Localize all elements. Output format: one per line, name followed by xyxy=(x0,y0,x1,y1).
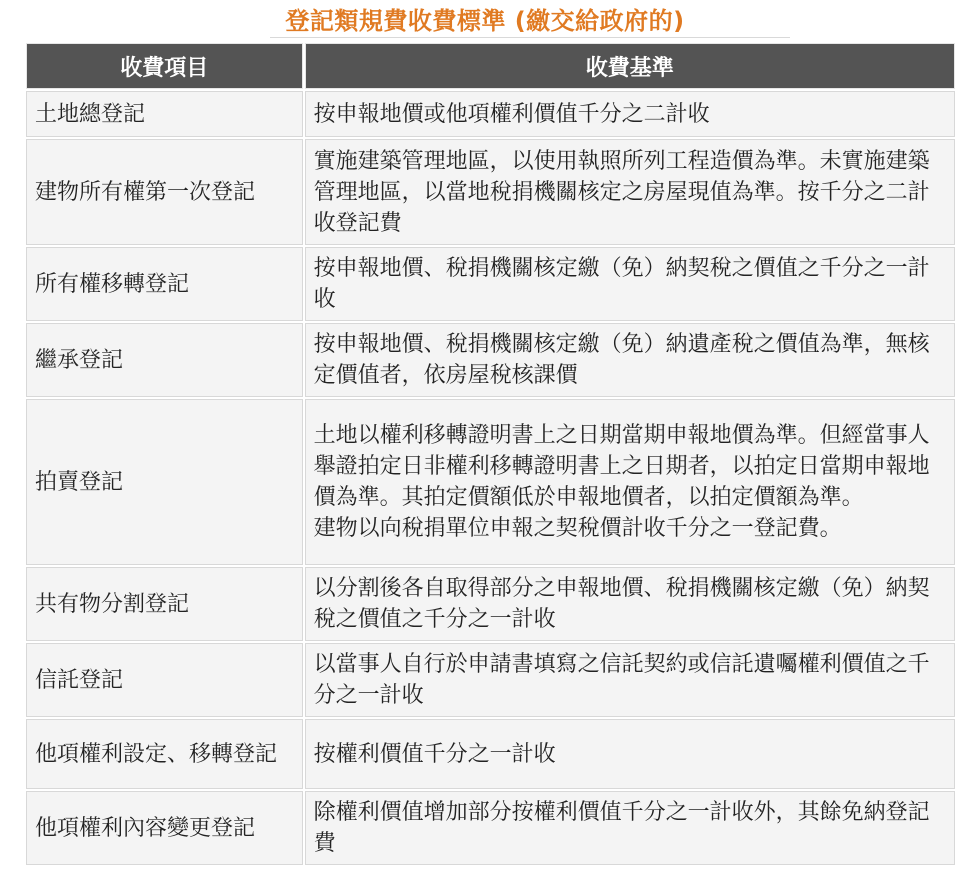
fee-table xyxy=(24,41,957,867)
fee-basis xyxy=(305,643,955,717)
table-row xyxy=(26,247,955,321)
fee-basis xyxy=(305,247,955,321)
fee-item: 拍賣登記 xyxy=(26,399,303,565)
fee-basis-text: 除權利價值增加部分按權利價值千分之一計收外，其餘免納登記費 xyxy=(313,800,930,856)
fee-basis-text: 按申報地價或他項權利價值千分之二計收 xyxy=(313,101,710,127)
page-title: 登記類規費收費標準 (繳交給政府的) xyxy=(285,7,685,35)
fee-basis-text: 以分割後各自取得部分之申報地價、稅捐機關核定繳（免）納契稅之價值之千分之一計收 xyxy=(313,576,930,632)
fee-basis-text: 按權利價值千分之一計收 xyxy=(313,741,556,767)
table-row xyxy=(26,139,955,245)
table-row xyxy=(26,323,955,397)
fee-item: 建物所有權第一次登記 xyxy=(26,139,303,245)
table-row xyxy=(26,567,955,641)
fee-basis-text: 建物以向稅捐單位申報之契稅價計收千分之一登記費。 xyxy=(313,516,842,541)
fee-basis-text: 以當事人自行於申請書填寫之信託契約或信託遺囑權利價值之千分之一計收 xyxy=(313,652,930,708)
title-underline xyxy=(270,37,790,38)
table-row xyxy=(26,399,955,565)
fee-item: 土地總登記 xyxy=(26,91,303,137)
fee-basis-text: 土地以權利移轉證明書上之日期當期申報地價為準。但經當事人舉證拍定日非權利移轉證明書上之日期者，以拍定日當期申報地價為準。其拍定價額低於申報地價者，以拍定價額為準。 xyxy=(313,423,930,510)
fee-item: 共有物分割登記 xyxy=(26,567,303,641)
fee-basis xyxy=(305,719,955,789)
fee-item: 他項權利設定、移轉登記 xyxy=(26,719,303,789)
fee-item: 信託登記 xyxy=(26,643,303,717)
fee-basis-text: 實施建築管理地區，以使用執照所列工程造價為準。未實施建築管理地區，以當地稅捐機關核定之房屋現值為準。按千分之二計收登記費 xyxy=(313,148,930,236)
table-row xyxy=(26,791,955,865)
fee-basis xyxy=(305,139,955,245)
table-row xyxy=(26,643,955,717)
fee-basis xyxy=(305,91,955,137)
table-row xyxy=(26,91,955,137)
fee-item: 繼承登記 xyxy=(26,323,303,397)
fee-item: 所有權移轉登記 xyxy=(26,247,303,321)
fee-item: 他項權利內容變更登記 xyxy=(26,791,303,865)
fee-basis xyxy=(305,567,955,641)
fee-basis xyxy=(305,791,955,865)
header-basis: 收費基準 xyxy=(305,43,955,89)
title-area xyxy=(0,0,969,40)
fee-basis xyxy=(305,399,955,565)
fee-basis-text: 按申報地價、稅捐機關核定繳（免）納契稅之價值之千分之一計收 xyxy=(313,256,930,312)
table-header-row xyxy=(26,43,955,89)
table-row xyxy=(26,719,955,789)
header-item: 收費項目 xyxy=(26,43,303,89)
fee-basis xyxy=(305,323,955,397)
fee-basis-text: 按申報地價、稅捐機關核定繳（免）納遺產稅之價值為準，無核定價值者，依房屋稅核課價 xyxy=(313,332,930,388)
